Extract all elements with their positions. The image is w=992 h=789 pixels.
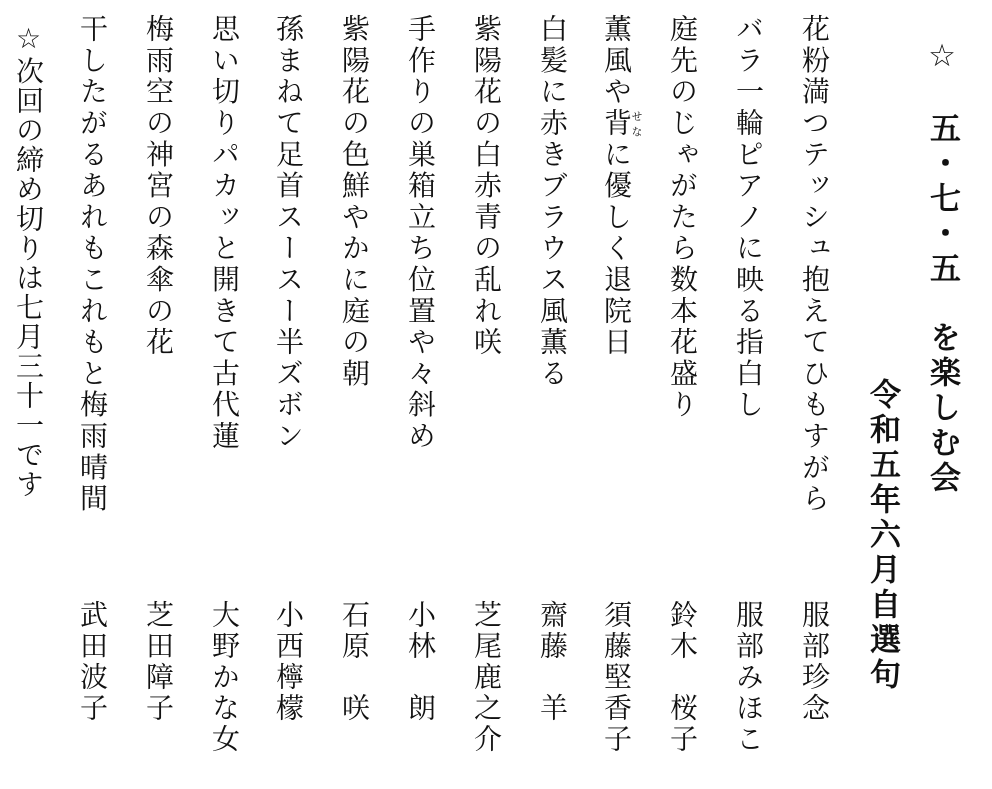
poem-3: 庭先のじゃがたら数本花盛り xyxy=(666,14,699,421)
author-12: 武田波子 xyxy=(76,600,109,724)
author-9: 小西檸檬 xyxy=(272,600,305,724)
notice-text: 次回の締め切りは七月三十一です xyxy=(12,56,45,499)
author-3: 鈴木 桜子 xyxy=(666,600,699,755)
poem-4-after: に優しく退院日 xyxy=(600,139,633,359)
author-7: 小林 朗 xyxy=(404,600,437,724)
poem-11: 梅雨空の神宮の森傘の花 xyxy=(142,14,175,359)
poem-5: 白髪に赤きブラウス風薫る xyxy=(536,14,569,390)
page-title xyxy=(924,38,960,496)
poem-2: バラ一輪ピアノに映る指白し xyxy=(732,14,765,421)
author-1: 服部珍念 xyxy=(798,600,831,724)
author-4: 須藤堅香子 xyxy=(600,600,633,755)
poem-7: 手作りの巣箱立ち位置や々斜め xyxy=(404,14,437,453)
title-part1: 五・七・五 xyxy=(924,112,960,287)
poem-9: 孫まねて足首スースー半ズボン xyxy=(272,14,305,453)
poem-4-ruby xyxy=(600,107,643,140)
poem-8: 紫陽花の色鮮やかに庭の朝 xyxy=(338,14,371,390)
author-5: 齋藤 羊 xyxy=(536,600,569,724)
poem-4 xyxy=(602,14,643,358)
author-6: 芝尾鹿之介 xyxy=(470,600,503,755)
poem-12: 干したがるあれもこれもと梅雨晴間 xyxy=(76,14,109,515)
author-10: 大野かな女 xyxy=(208,600,241,755)
title-part2: を楽しむ会 xyxy=(924,321,960,496)
star-icon: ☆ xyxy=(924,38,960,78)
poem-6: 紫陽花の白赤青の乱れ咲 xyxy=(470,14,503,359)
poem-1: 花粉満つテッシュ抱えてひもすがら xyxy=(798,14,831,515)
poem-10: 思い切りパカッと開きて古代蓮 xyxy=(208,14,241,453)
author-11: 芝田障子 xyxy=(142,600,175,724)
star-icon: ☆ xyxy=(12,22,45,57)
author-2: 服部みほこ xyxy=(732,600,765,755)
poem-4-ruby-text: せな xyxy=(630,107,643,140)
author-8: 石原 咲 xyxy=(338,600,371,724)
poem-4-ruby-base: 背 xyxy=(600,107,633,140)
deadline-notice xyxy=(12,22,45,499)
poem-4-before: 薫風や xyxy=(600,14,633,108)
date-heading: 令和五年六月自選句 xyxy=(864,378,900,693)
